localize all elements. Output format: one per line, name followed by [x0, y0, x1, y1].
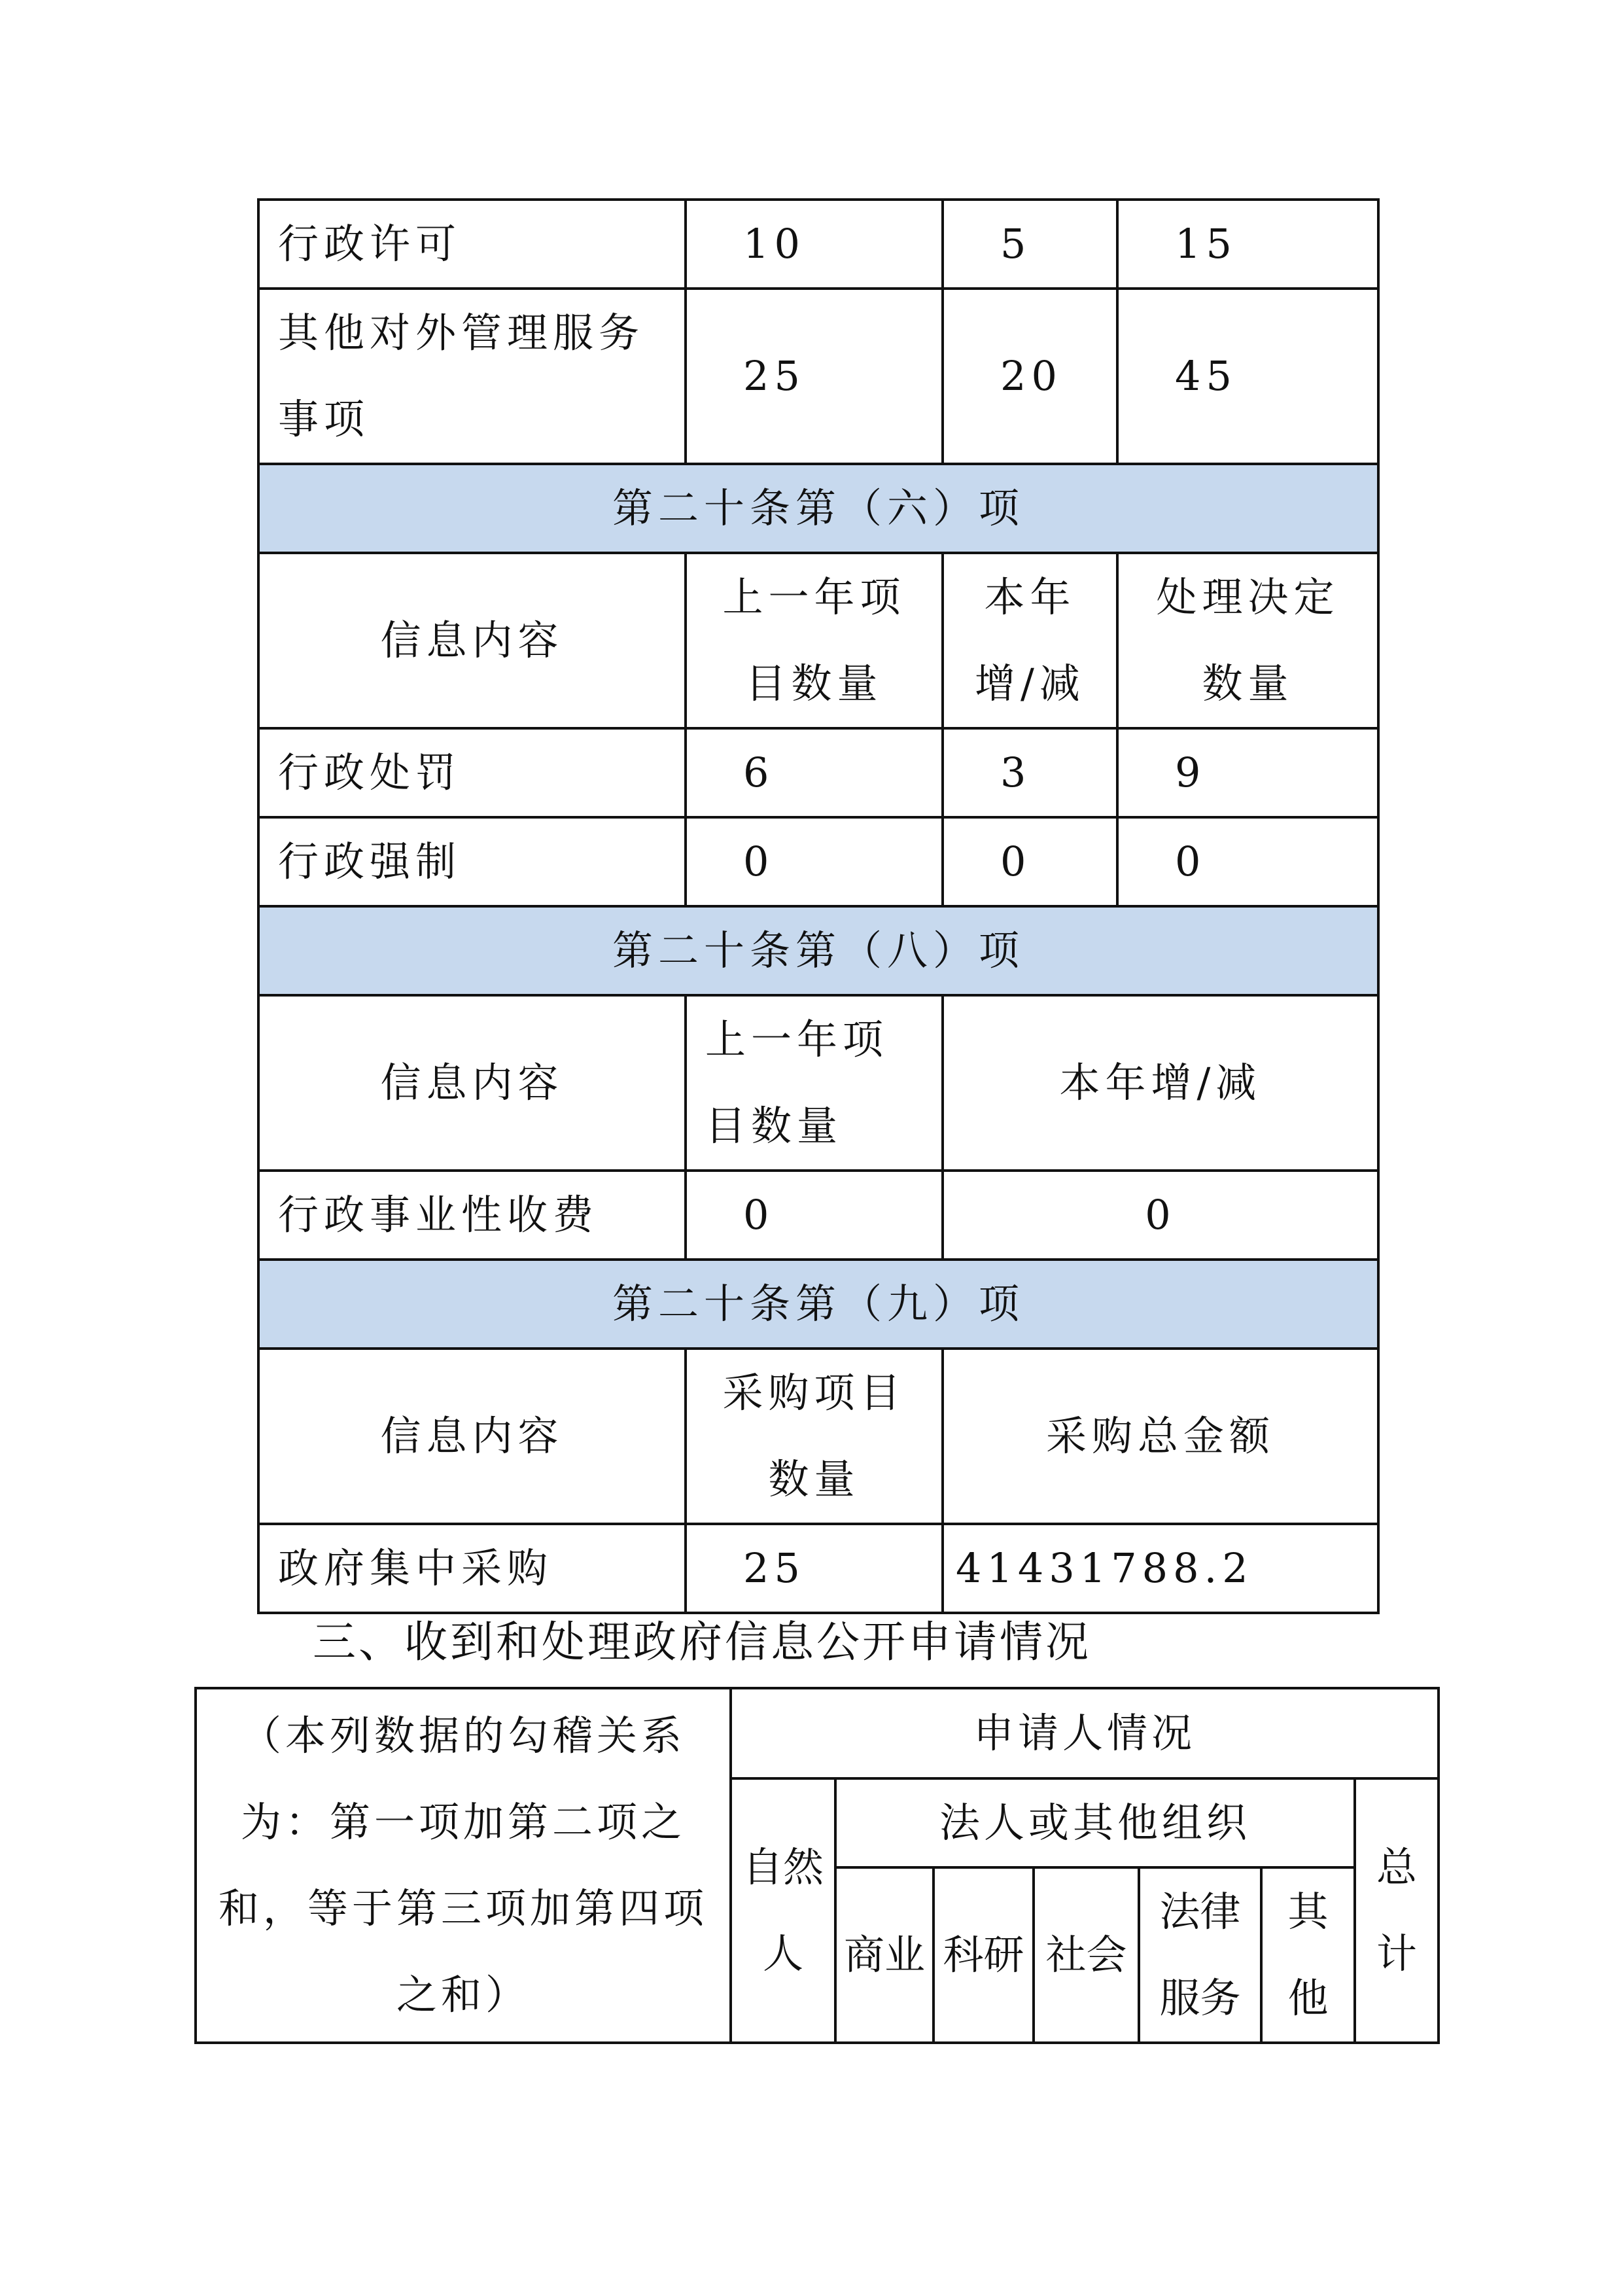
column-header: 商业	[835, 1867, 934, 2043]
column-header: 自然人	[731, 1778, 835, 2043]
column-header: 法人或其他组织	[835, 1778, 1355, 1867]
column-header: 科研	[934, 1867, 1034, 2043]
column-header-row	[258, 995, 1378, 1171]
section-title: 第二十条第（八）项	[258, 906, 1378, 995]
table-row	[258, 1171, 1378, 1260]
table-row	[258, 817, 1378, 906]
column-header: 总计	[1355, 1778, 1439, 2043]
column-header: 上一年项目数量	[686, 553, 943, 728]
cell-value: 6	[686, 728, 943, 817]
row-label: 其他对外管理服务事项	[258, 289, 686, 464]
disclosure-table	[257, 198, 1380, 1614]
section-header-row	[258, 464, 1378, 553]
column-header: 社会	[1034, 1867, 1139, 2043]
column-header: 信息内容	[258, 1349, 686, 1524]
relationship-note: （本列数据的勾稽关系为：第一项加第二项之和，等于第三项加第四项之和）	[196, 1688, 731, 2043]
column-header: 处理决定数量	[1117, 553, 1378, 728]
section-header-row	[258, 1260, 1378, 1349]
table-row	[258, 728, 1378, 817]
cell-value: 45	[1117, 289, 1378, 464]
cell-value: 0	[686, 1171, 943, 1260]
row-label: 行政处罚	[258, 728, 686, 817]
column-header: 本年增/减	[943, 553, 1117, 728]
column-header: 申请人情况	[731, 1688, 1439, 1778]
column-header: 采购项目数量	[686, 1349, 943, 1524]
table-row	[258, 1524, 1378, 1613]
section-heading: 三、收到和处理政府信息公开申请情况	[313, 1617, 1091, 1667]
column-header: 上一年项目数量	[686, 995, 943, 1171]
table-row	[258, 200, 1378, 289]
cell-value: 25	[686, 1524, 943, 1613]
row-label: 政府集中采购	[258, 1524, 686, 1613]
table-row	[258, 289, 1378, 464]
row-label: 行政强制	[258, 817, 686, 906]
section-title: 第二十条第（六）项	[258, 464, 1378, 553]
cell-value: 20	[943, 289, 1117, 464]
column-header: 法律服务	[1139, 1867, 1261, 2043]
cell-value: 41431788.2	[943, 1524, 1378, 1613]
cell-value: 15	[1117, 200, 1378, 289]
row-label: 行政事业性收费	[258, 1171, 686, 1260]
cell-value: 0	[943, 1171, 1378, 1260]
column-header: 信息内容	[258, 553, 686, 728]
column-header: 本年增/减	[943, 995, 1378, 1171]
column-header: 信息内容	[258, 995, 686, 1171]
table-row	[196, 1688, 1439, 1778]
column-header: 采购总金额	[943, 1349, 1378, 1524]
section-header-row	[258, 906, 1378, 995]
cell-value: 25	[686, 289, 943, 464]
cell-value: 10	[686, 200, 943, 289]
cell-value: 3	[943, 728, 1117, 817]
row-label: 行政许可	[258, 200, 686, 289]
cell-value: 9	[1117, 728, 1378, 817]
cell-value: 0	[943, 817, 1117, 906]
column-header-row	[258, 553, 1378, 728]
column-header: 其他	[1261, 1867, 1355, 2043]
column-header-row	[258, 1349, 1378, 1524]
cell-value: 0	[1117, 817, 1378, 906]
section-title: 第二十条第（九）项	[258, 1260, 1378, 1349]
cell-value: 5	[943, 200, 1117, 289]
application-table	[194, 1687, 1440, 2044]
cell-value: 0	[686, 817, 943, 906]
